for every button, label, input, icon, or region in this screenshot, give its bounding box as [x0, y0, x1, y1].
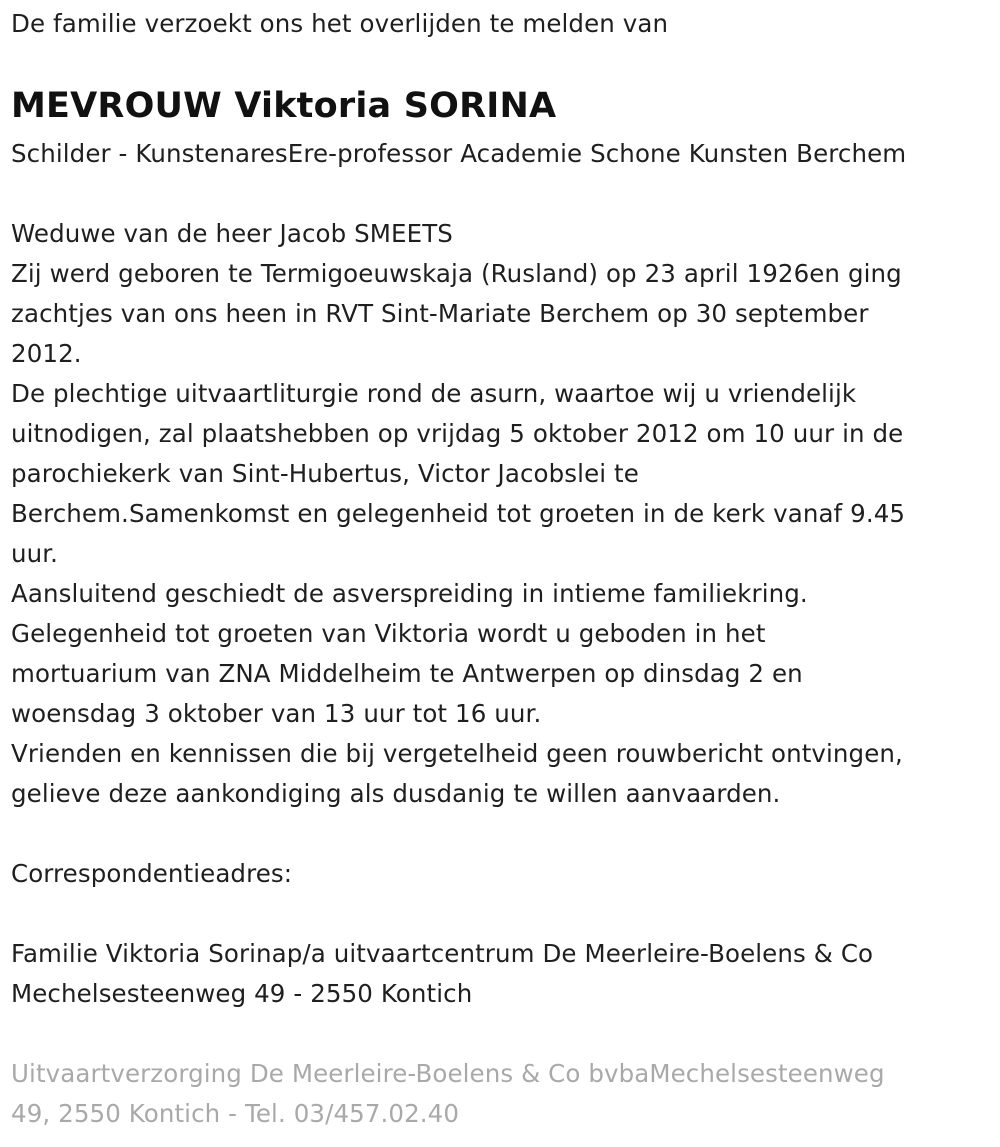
- body-line: woensdag 3 oktober van 13 uur tot 16 uur.: [11, 699, 542, 728]
- body-line: uitnodigen, zal plaatshebben op vrijdag 5 oktober 2012 om 10 uur in de: [11, 419, 904, 448]
- body-line: Zij werd geboren te Termigoeuwskaja (Rusland) op 23 april 1926en ging: [11, 259, 902, 288]
- funeral-home-footer: [11, 1054, 885, 1134]
- body-line: Weduwe van de heer Jacob SMEETS: [11, 219, 453, 248]
- footer-line: 49, 2550 Kontich - Tel. 03/457.02.40: [11, 1099, 460, 1128]
- body-line: gelieve deze aankondiging als dusdanig te willen aanvaarden.: [11, 779, 781, 808]
- body-line: De plechtige uitvaartliturgie rond de asurn, waartoe wij u vriendelijk: [11, 379, 857, 408]
- profession-text: Schilder - KunstenaresEre-professor Academie Schone Kunsten Berchem: [11, 139, 907, 168]
- body-line: Vrienden en kennissen die bij vergetelheid geen rouwbericht ontvingen,: [11, 739, 903, 768]
- address-line: Mechelsesteenweg 49 - 2550 Kontich: [11, 979, 473, 1008]
- intro-text: De familie verzoekt ons het overlijden te melden van: [11, 9, 669, 38]
- body-line: Gelegenheid tot groeten van Viktoria wordt u geboden in het: [11, 619, 766, 648]
- notice-body: [11, 214, 905, 814]
- footer-line: Uitvaartverzorging De Meerleire-Boelens & Co bvbaMechelsesteenweg: [11, 1059, 885, 1088]
- deceased-name: MEVROUW Viktoria SORINA: [11, 86, 557, 126]
- body-line: Berchem.Samenkomst en gelegenheid tot groeten in de kerk vanaf 9.45: [11, 499, 906, 528]
- body-line: mortuarium van ZNA Middelheim te Antwerpen op dinsdag 2 en: [11, 659, 803, 688]
- correspondence-address: [11, 934, 873, 1014]
- body-line: uur.: [11, 539, 59, 568]
- body-line: Aansluitend geschiedt de asverspreiding in intieme familiekring.: [11, 579, 808, 608]
- correspondence-label: Correspondentieadres:: [11, 859, 293, 888]
- body-line: 2012.: [11, 339, 82, 368]
- body-line: zachtjes van ons heen in RVT Sint-Mariate Berchem op 30 september: [11, 299, 869, 328]
- body-line: parochiekerk van Sint-Hubertus, Victor Jacobslei te: [11, 459, 639, 488]
- address-line: Familie Viktoria Sorinap/a uitvaartcentrum De Meerleire-Boelens & Co: [11, 939, 874, 968]
